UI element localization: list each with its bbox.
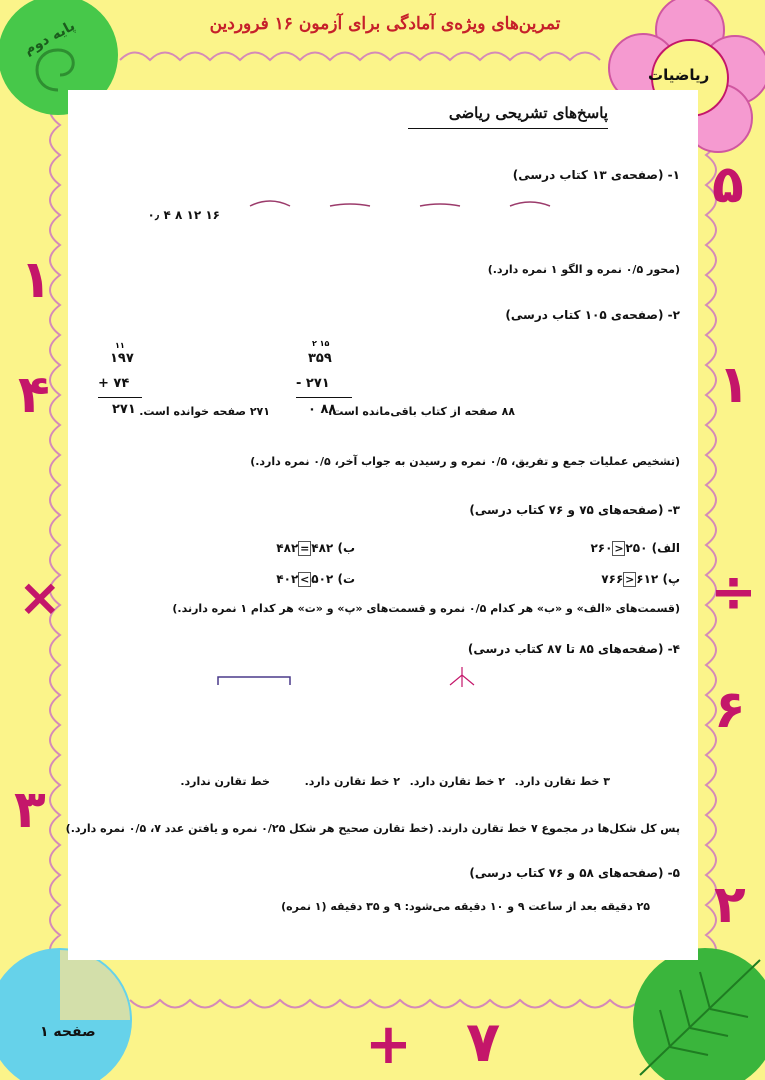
border-symbol-right-6: ۶ <box>714 680 746 740</box>
comparison-c-sign-box: < <box>625 573 635 586</box>
border-symbol-right-2: ۲ <box>714 875 746 935</box>
section-1-note: (محور ۰/۵ نمره و الگو ۱ نمره دارد.) <box>487 263 680 276</box>
grade-badge: پایه دوم <box>21 17 78 59</box>
section-5-answer: ۲۵ دقیقه بعد از ساعت ۹ و ۱۰ دقیقه می‌شود: ۹ و ۳۵ دقیقه (۱ نمره) <box>281 900 650 913</box>
comparison-d-label: ت) <box>337 572 355 586</box>
section-4-note: پس کل شکل‌ها در مجموع ۷ خط تقارن دارند. (خط تقارن صحیح هر شکل ۰/۲۵ نمره و یافتن عدد ۷، ۰/۵ نمره دارد.) <box>65 822 680 835</box>
section-1-heading: ۱- (صفحه‌ی ۱۳ کتاب درسی) <box>512 168 680 182</box>
subtraction-minus-line: - ۲۷۱ <box>296 376 330 391</box>
border-symbol-bottom-7: ۷ <box>466 1010 501 1075</box>
section-3-note: (قسمت‌های «الف» و «ب» هر کدام ۰/۵ نمره و قسمت‌های «پ» و «ت» هر کدام ۱ نمره دارند.) <box>172 602 680 615</box>
addition-plus-line: + ۷۴ <box>98 376 130 391</box>
border-symbol-right-1: ۱ <box>718 355 750 415</box>
comparison-c-right: ۷۶۶ <box>601 572 624 586</box>
comparison-item-c <box>555 572 680 587</box>
section-1-sequence: ۱۶ ۱۲ ۸ ۴ ۰٫ <box>147 208 220 222</box>
comparison-a-right: ۲۶۰ <box>590 541 613 555</box>
page-label: صفحه ۱ <box>40 1024 96 1040</box>
border-symbol-bottom-plus: + <box>365 1012 412 1077</box>
comparison-b-left: ۴۸۲ <box>311 541 334 555</box>
comparison-item-a <box>555 541 680 556</box>
subject-badge: ریاضیات <box>648 66 710 84</box>
answers-title-underline <box>408 128 608 129</box>
comparison-a-label: الف) <box>651 541 680 555</box>
symmetry-figures <box>210 665 500 695</box>
banner-title: تمرین‌های ویژه‌ی آمادگی برای آزمون ۱۶ فروردین <box>209 14 561 34</box>
subtraction-carry: ۲ ۱۵ <box>312 339 330 348</box>
comparison-b-sign-box: = <box>300 542 310 555</box>
shape-caption-3: ۲ خط تقارن دارد. <box>304 775 400 788</box>
shape-caption-4: خط تقارن ندارد. <box>180 775 270 788</box>
comparison-b-label: ب) <box>337 541 355 555</box>
comparison-item-d <box>245 572 355 587</box>
section-2-heading: ۲- (صفحه‌ی ۱۰۵ کتاب درسی) <box>505 308 680 322</box>
addition-result: ۲۷۱ <box>112 402 136 417</box>
border-symbol-left-1: ۱ <box>20 250 52 310</box>
addition-carry: ۱۱ <box>115 341 125 350</box>
comparison-d-left: ۵۰۲ <box>311 572 334 586</box>
comparison-b-right: ۴۸۲ <box>276 541 299 555</box>
comparison-item-b <box>245 541 355 556</box>
addition-result-text: ۲۷۱ صفحه خوانده است. <box>139 405 270 418</box>
answers-title: پاسخ‌های تشریحی ریاضی <box>448 104 608 122</box>
section-2-note: (تشخیص عملیات جمع و تفریق، ۰/۵ نمره و رسیدن به جواب آخر، ۰/۵ نمره دارد.) <box>250 455 680 468</box>
comparison-d-right: ۴۰۲ <box>276 572 299 586</box>
comparison-d-sign-box: > <box>300 573 310 586</box>
addition-bar <box>98 397 142 398</box>
comparison-a-left: ۲۵۰ <box>625 541 648 555</box>
border-symbol-left-multiply: × <box>18 568 62 628</box>
section-3-heading: ۳- (صفحه‌های ۷۵ و ۷۶ کتاب درسی) <box>469 503 680 517</box>
addition-top: ۱۹۷ <box>110 351 134 366</box>
subtraction-bar <box>296 397 352 398</box>
subtraction-top: ۳۵۹ <box>308 351 332 366</box>
comparison-c-left: ۶۱۲ <box>636 572 659 586</box>
border-symbol-left-3: ۳ <box>14 780 46 840</box>
subtraction-result: ۰ ۸۸ <box>308 402 337 417</box>
section-1-arcs <box>240 196 560 210</box>
shape-caption-2: ۲ خط تقارن دارد. <box>409 775 505 788</box>
subtraction-result-text: ۸۸ صفحه از کتاب باقی‌مانده است. <box>328 405 515 418</box>
border-symbol-right-5: ۵ <box>712 155 744 215</box>
border-symbol-right-divide: ÷ <box>710 560 757 625</box>
section-5-heading: ۵- (صفحه‌های ۵۸ و ۷۶ کتاب درسی) <box>469 866 680 880</box>
shape-caption-1: ۳ خط تقارن دارد. <box>514 775 610 788</box>
comparison-c-label: پ) <box>662 572 680 586</box>
section-4-heading: ۴- (صفحه‌های ۸۵ تا ۸۷ کتاب درسی) <box>467 642 680 656</box>
border-symbol-left-4: ۴ <box>18 365 50 425</box>
comparison-a-sign-box: < <box>614 542 624 555</box>
